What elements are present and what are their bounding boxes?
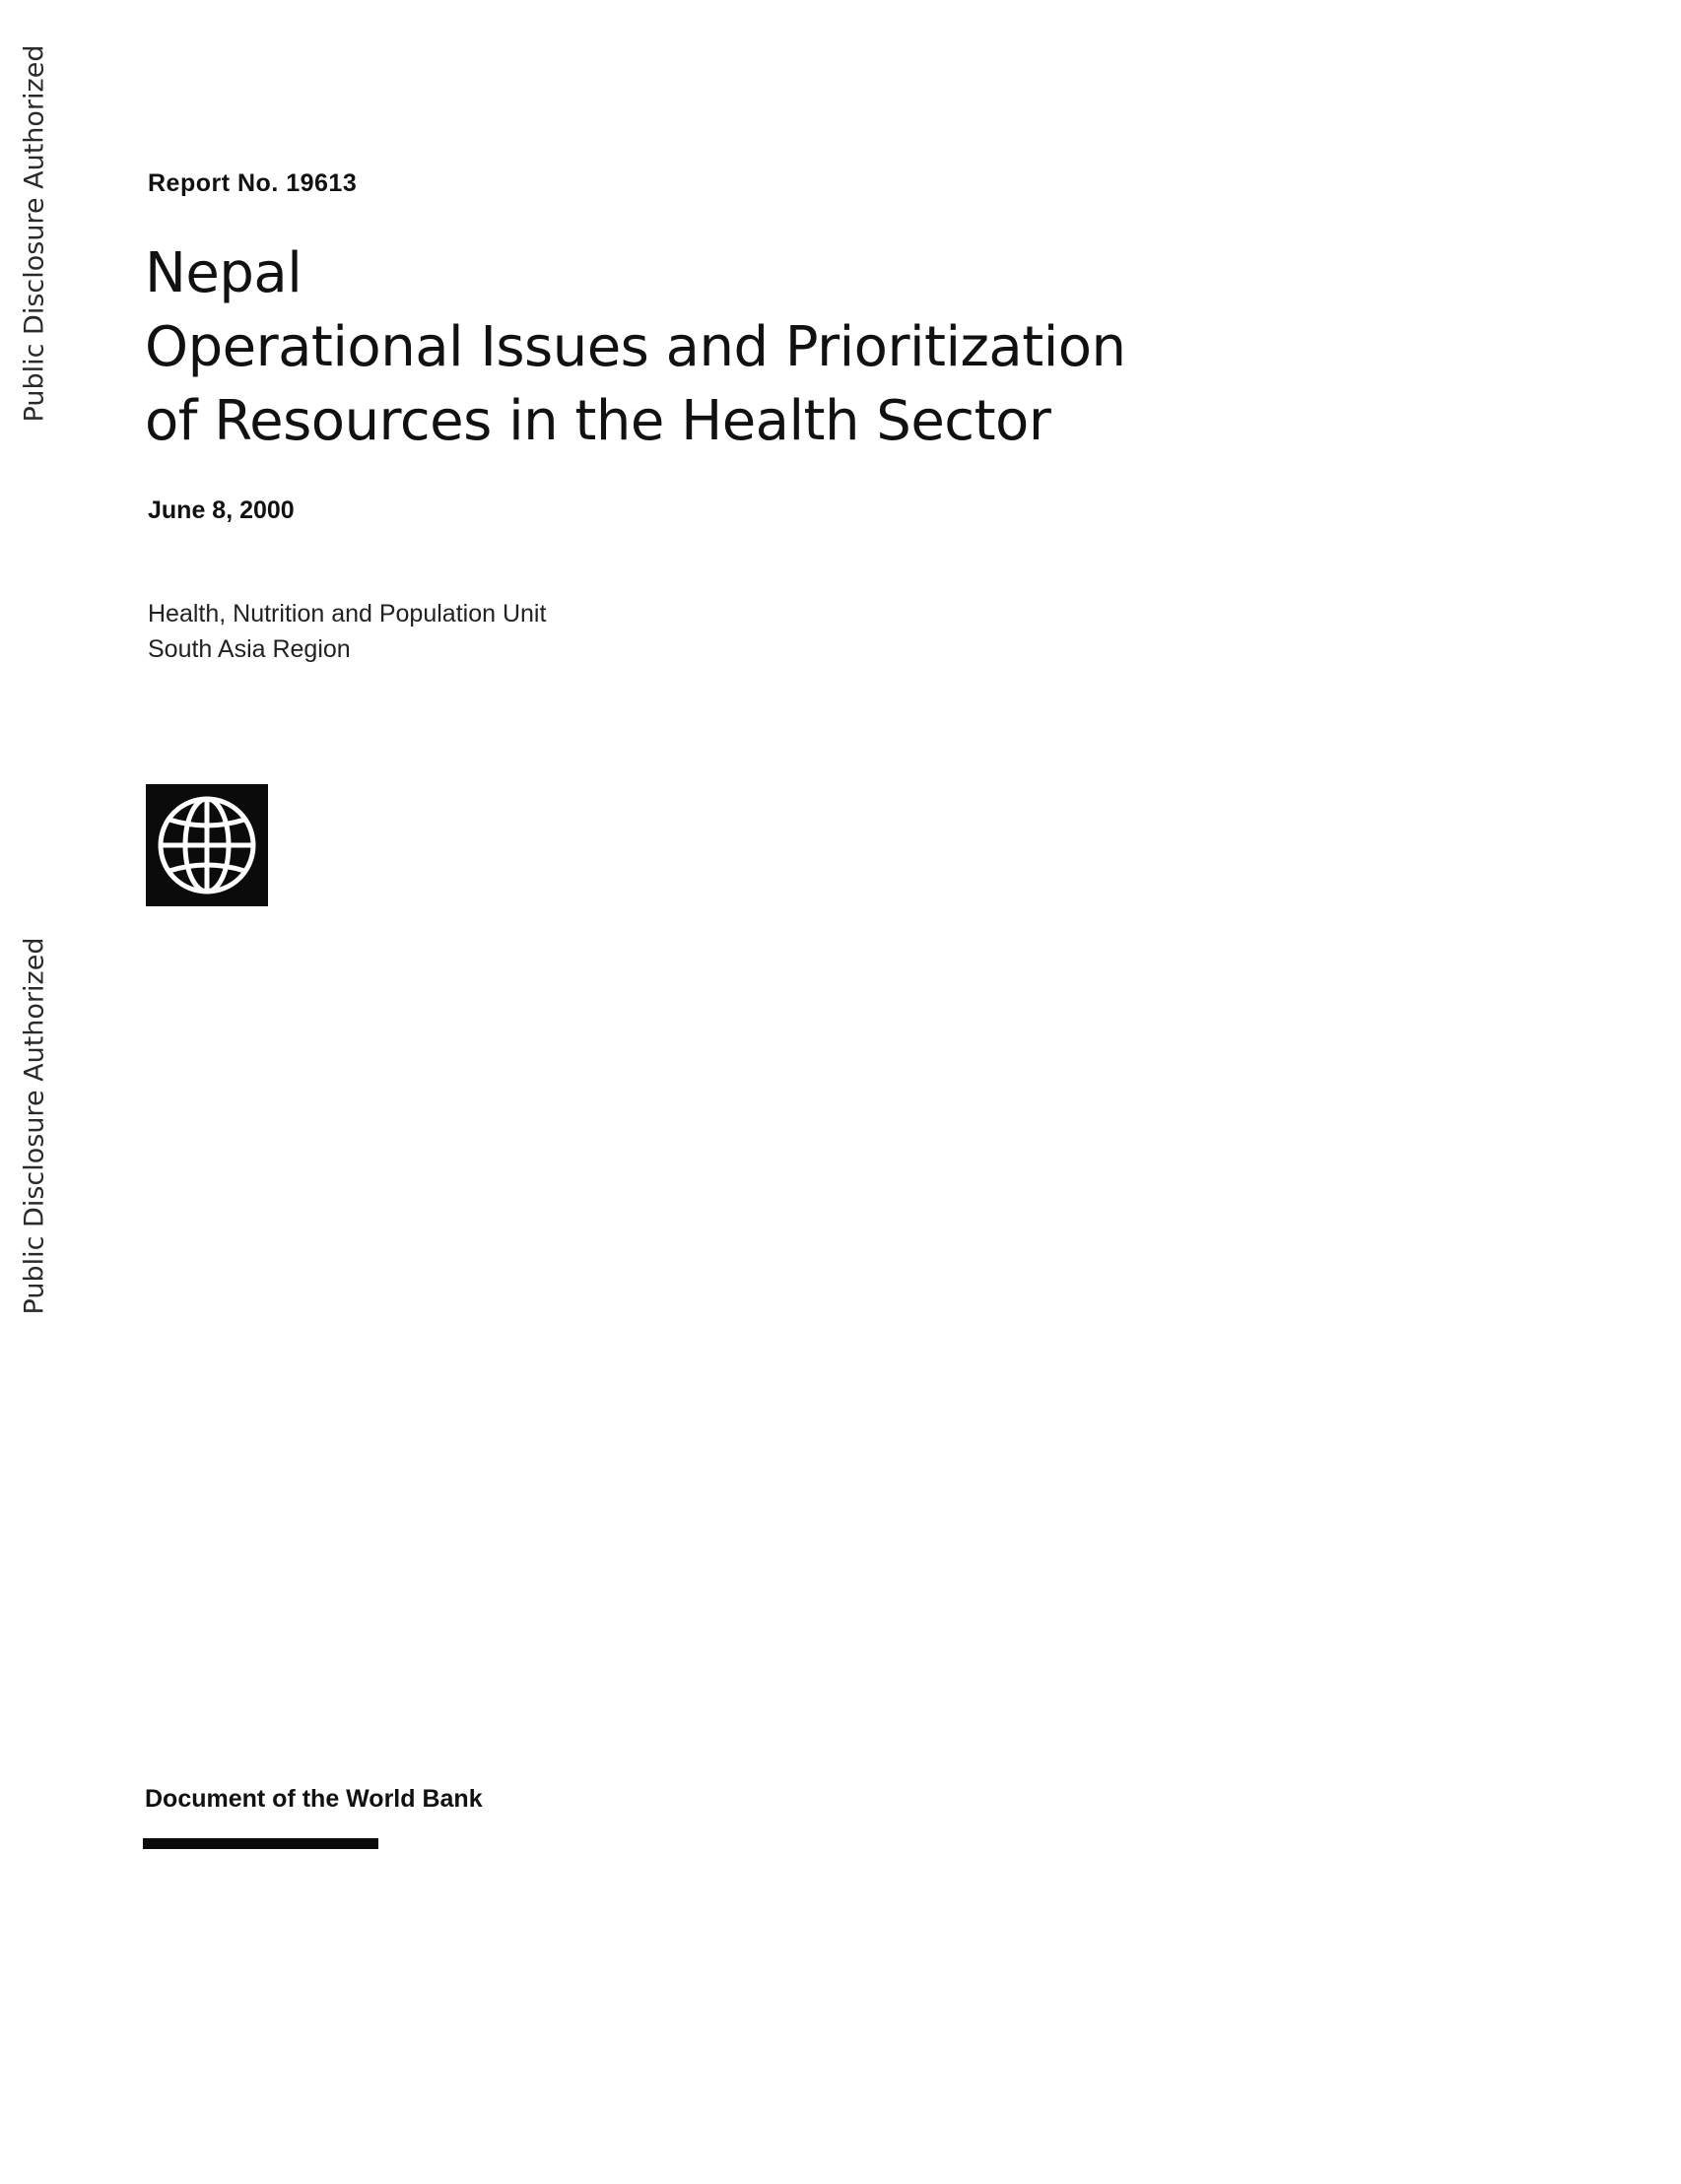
region-name: South Asia Region: [148, 635, 351, 663]
footer-label: Document of the World Bank: [145, 1785, 483, 1813]
report-number: Report No. 19613: [148, 169, 358, 197]
disclosure-stamp-top-text: Public Disclosure Authorized: [19, 44, 50, 423]
world-bank-globe-icon: [146, 784, 268, 906]
footer-rule: [143, 1838, 378, 1849]
issuing-unit: [148, 596, 546, 667]
disclosure-stamp-bottom-text: Public Disclosure Authorized: [19, 937, 50, 1315]
report-date: June 8, 2000: [148, 496, 295, 524]
document-title: [145, 236, 1126, 458]
disclosure-stamp-bottom: [10, 937, 59, 1315]
unit-name: Health, Nutrition and Population Unit: [148, 600, 547, 628]
title-line-country: Nepal: [145, 241, 303, 305]
title-line-2: Operational Issues and Prioritization: [145, 315, 1126, 379]
disclosure-stamp-top: [10, 44, 59, 423]
title-line-3: of Resources in the Health Sector: [145, 389, 1051, 453]
